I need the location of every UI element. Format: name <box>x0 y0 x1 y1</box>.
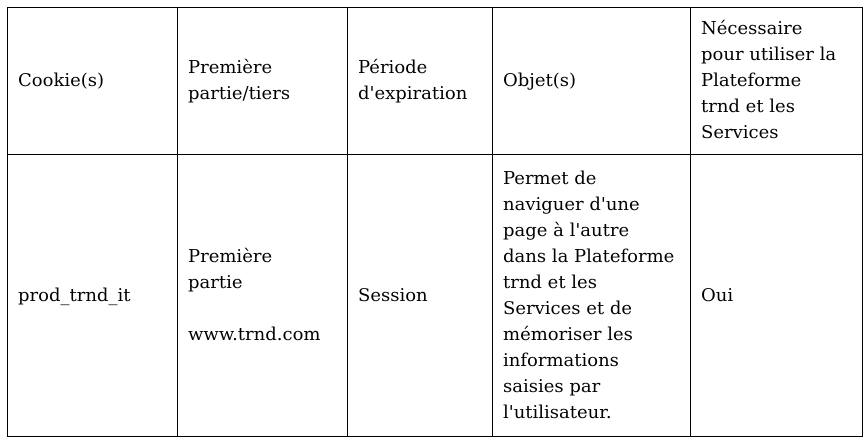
header-necessary-line-1: Nécessaire <box>701 18 803 39</box>
header-expiration <box>348 8 493 155</box>
party-line-1: Première <box>188 245 273 267</box>
purpose-line-10: l'utilisateur. <box>503 401 612 423</box>
table-header-row <box>8 8 863 155</box>
header-expiration-line-1: Période <box>358 57 428 78</box>
table-row <box>8 155 863 437</box>
party-spacer <box>188 296 337 322</box>
cell-necessary <box>691 155 863 437</box>
header-expiration-line-2: d'expiration <box>358 83 468 104</box>
cell-expiration <box>348 155 493 437</box>
purpose-line-4: dans la Plateforme <box>503 245 675 267</box>
party-domain: www.trnd.com <box>188 323 321 345</box>
party-line-2: partie <box>188 271 243 293</box>
header-necessary-line-2: pour utiliser la <box>701 44 837 65</box>
purpose-line-9: saisies par <box>503 375 601 397</box>
cookie-table <box>7 7 863 437</box>
header-cookies <box>8 8 178 155</box>
cell-party <box>178 155 348 437</box>
purpose-line-6: Services et de <box>503 297 632 319</box>
header-cookies-label: Cookie(s) <box>18 70 105 91</box>
header-necessary-line-4: trnd et les <box>701 96 795 117</box>
header-party-line-1: Première <box>188 57 273 78</box>
expiration-value: Session <box>358 284 428 306</box>
purpose-line-8: informations <box>503 349 619 371</box>
header-necessary <box>691 8 863 155</box>
purpose-line-3: page à l'autre <box>503 219 630 241</box>
cell-cookie-name <box>8 155 178 437</box>
header-party <box>178 8 348 155</box>
header-necessary-line-3: Plateforme <box>701 70 802 91</box>
purpose-line-1: Permet de <box>503 167 597 189</box>
header-party-line-2: partie/tiers <box>188 83 291 104</box>
purpose-line-5: trnd et les <box>503 271 597 293</box>
purpose-line-7: mémoriser les <box>503 323 633 345</box>
purpose-line-2: naviguer d'une <box>503 193 640 215</box>
cookie-name: prod_trnd_it <box>18 284 131 306</box>
header-purpose <box>493 8 691 155</box>
header-necessary-line-5: Services <box>701 122 779 143</box>
header-purpose-label: Objet(s) <box>503 70 577 91</box>
cell-purpose <box>493 155 691 437</box>
necessary-value: Oui <box>701 284 734 306</box>
